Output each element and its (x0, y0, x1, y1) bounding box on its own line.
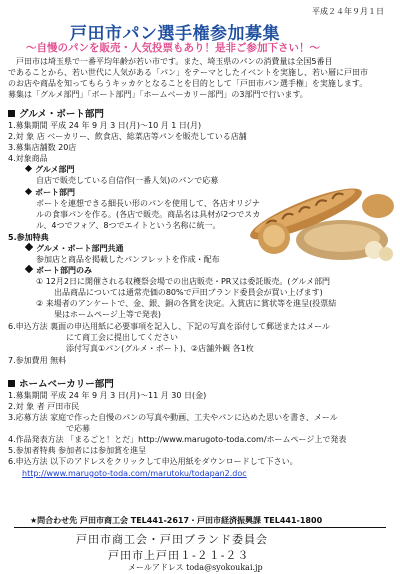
s2-item-6: 6.申込方法 以下のアドレスをクリックして申込用紙をダウンロードして下さい。 (8, 457, 298, 466)
perks-label: 5.参加特典 (8, 233, 49, 242)
boat-desc-line-1: ボートを連想できる細長い形のパンを使用して、各店オリジナ (36, 199, 260, 208)
boat-desc-line-2: ルの食事パンを作る。(各店で販売。商品名は具材が2つでスカ (36, 210, 261, 219)
boat-perk-2-line-2: 果はホームページ上等で発表) (54, 310, 161, 319)
bullet-icon (25, 243, 33, 251)
application-form-link[interactable]: http://www.marugoto-toda.com/marutoku/todapan2.doc (22, 469, 247, 478)
s2-item-3: 3.応募方法 家庭で作った自慢のパンの写真や動画、工夫やパンに込めた思いを書き、メール (8, 413, 338, 422)
section-gourmet-boat-heading: グルメ・ボート部門 (8, 106, 104, 120)
boat-only-perk-label: ボート部門のみ (26, 266, 92, 276)
s1-fee: 7.参加費用 無料 (8, 356, 67, 365)
section-marker (8, 110, 15, 117)
boat-perk-2-line-1: ② 来場者のアンケートで、金、銀、銅の各賞を決定。入賞店に賞状等を進呈(投票結 (36, 299, 337, 308)
bullet-icon (25, 165, 32, 172)
issue-date: 平成２４年９月１日 (312, 7, 384, 16)
s2-item-4: 4.作品発表方法 「まるごと！とだ」http://www.marugoto-toda.com/ホームページ上で発表 (8, 435, 347, 444)
footer-organization: 戸田市商工会・戸田ブランド委員会 (76, 533, 268, 546)
gourmet-category-label: グルメ部門 (26, 165, 75, 175)
boat-perk-1-line-2: 出品商品については通常売価の80%で戸田ブランド委員会が買い上げます) (54, 288, 323, 297)
common-perk-desc: 参加店と商品を掲載したパンフレットを作成・配布 (36, 255, 220, 264)
common-perk-label: グルメ・ボート部門共通 (26, 244, 124, 254)
s1-apply-line-3: 添付写真①パン(グルメ・ボート)、②店舗外観 各1枚 (66, 344, 254, 353)
s2-item-1: 1.募集期間 平成 24 年 9 月 3 日(月)～11 月 30 日(金) (8, 391, 207, 400)
boat-perk-1-line-1: ① 12月2日に開催される収穫祭会場での出店販売・PR又は委託販売。(グルメ部門 (36, 277, 331, 286)
s1-item-3: 3.募集店舗数 20店 (8, 143, 77, 152)
page-subtitle: ～自慢のパンを販売・人気投票もあり！是非ご参加下さい！～ (26, 42, 320, 54)
intro-line-1: 戸田市は埼玉県で一番平均年齢が若い市です。また、埼玉県のパンの消費量は全国5番目 (16, 57, 333, 66)
s2-item-2: 2.対 象 者 戸田市民 (8, 402, 80, 411)
intro-line-2: であることから、若い世代に人気がある「パン」をテーマとしたイベントを実施し、若い層に戸田市 (8, 68, 368, 77)
s1-item-4: 4.対象商品 (8, 154, 48, 163)
boat-category-label: ボート部門 (26, 188, 75, 198)
footer-email[interactable]: メールアドレス toda@syokoukai.jp (128, 563, 263, 572)
gourmet-description: 自店で販売している自信作(一番人気)のパンで応募 (36, 176, 219, 185)
divider (14, 527, 386, 528)
contact-info: ★問合わせ先 戸田市商工会 TEL441-2617・戸田市経済振興課 TEL441-1800 (30, 516, 323, 525)
bullet-icon (25, 265, 33, 273)
page-title: 戸田市パン選手権参加募集 (70, 24, 280, 44)
s1-item-1: 1.募集期間 平成 24 年 9 月 3 日(月)～10 月 1 日(月) (8, 121, 202, 130)
section-marker (8, 380, 15, 387)
s1-apply-line-1: 6.申込方法 裏面の申込用紙に必要事項を記入し、下記の写真を添付して郵送またはメール (8, 322, 331, 331)
s2-item-3b: で応募 (66, 424, 90, 433)
intro-line-4: 募集は「グルメ部門」「ボート部門」「ホームベーカリー部門」の3部門で行います。 (8, 90, 308, 99)
boat-desc-line-3: ル、4つでフォア、8つでエイトという名称に統一。 (36, 221, 221, 230)
intro-line-3: のお店や商品を知ってもらうキッカケとなることを目的として「戸田市パン選手権」を実施します。 (8, 79, 368, 88)
s1-item-2: 2.対 象 店 ベーカリー、飲食店、総菜店等パンを販売している店舗 (8, 132, 247, 141)
s1-apply-line-2: にて商工会に提出してください (66, 333, 178, 342)
footer-address: 戸田市上戸田１-２１-２３ (108, 549, 250, 562)
bullet-icon (25, 188, 32, 195)
s2-item-5: 5.参加者特典 参加者には参加賞を進呈 (8, 446, 147, 455)
bread-illustration-icon (246, 168, 396, 264)
section-home-bakery-heading: ホームベーカリー部門 (8, 376, 114, 390)
